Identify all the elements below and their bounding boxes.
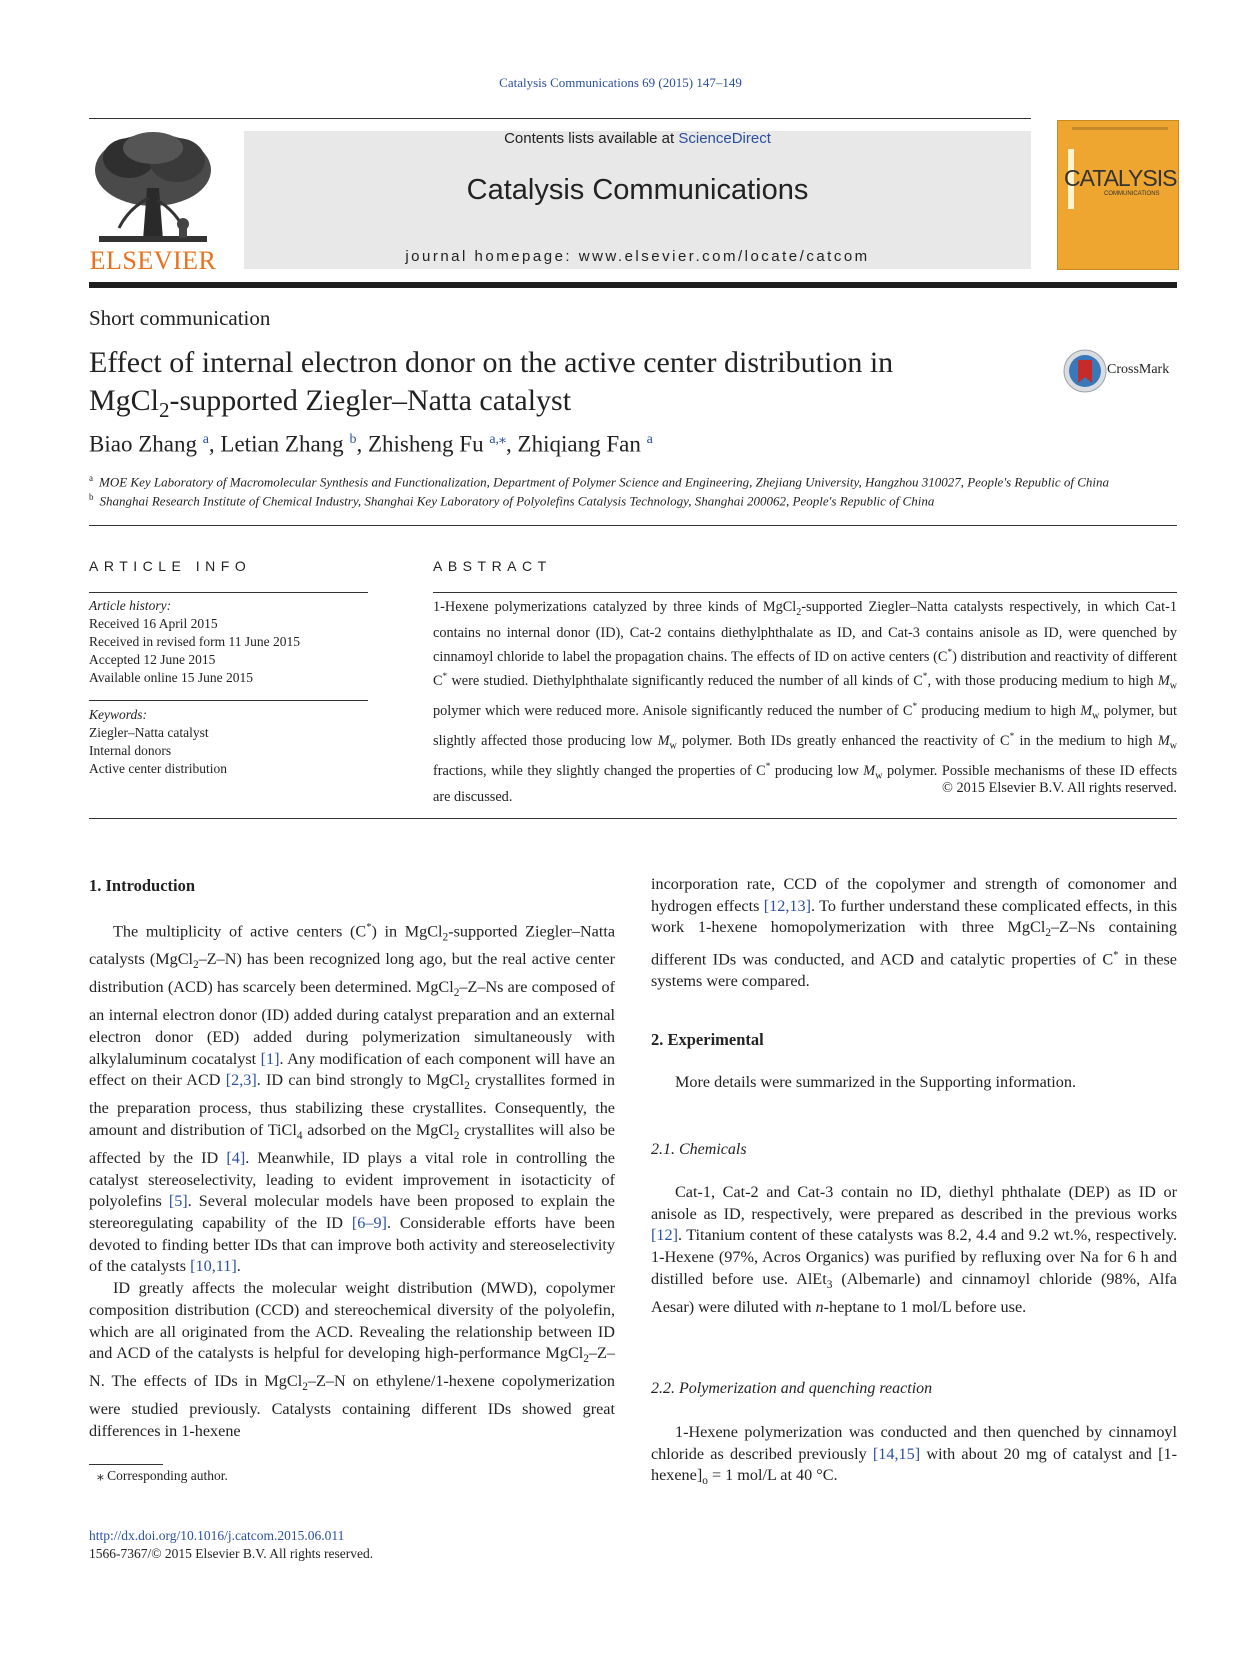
- keyword: Ziegler–Natta catalyst: [89, 725, 209, 740]
- reference-link[interactable]: [14,15]: [872, 1444, 921, 1463]
- experimental-body: More details were summarized in the Supporting information.: [675, 1073, 1076, 1091]
- polymerization-body: [651, 1422, 1177, 1493]
- history-item: Accepted 12 June 2015: [89, 652, 216, 667]
- article-info-heading: ARTICLE INFO: [89, 558, 252, 574]
- journal-cover-image: [1057, 120, 1179, 270]
- section-rule: [89, 818, 1177, 819]
- section-rule: [89, 525, 1177, 526]
- article-history: [89, 597, 369, 687]
- elsevier-logo: [89, 128, 217, 276]
- reference-link[interactable]: [6–9]: [351, 1214, 387, 1232]
- abstract-heading: ABSTRACT: [433, 558, 552, 574]
- cover-rule: [1072, 127, 1168, 130]
- subsection-heading-polymerization: 2.2. Polymerization and quenching reaction: [651, 1380, 933, 1397]
- paragraph: Cat-1, Cat-2 and Cat-3 contain no ID, diethyl phthalate (DEP) as ID or anisole as ID, respectively, were prepared as described in the previous works [12]. Titanium content of these catalysts was 8.2, 4.4 and 9.2 wt.%, respectively. 1-Hexene (97%, Acros Organics) was purified by refluxing over Na for 6 h and distilled before use. AlEt$_3$ (Albemarle) and cinnamoyl chloride (98%, Alfa Aesar) were diluted with n-heptane to 1 mol/L before use.: [651, 1183, 1177, 1316]
- keyword: Internal donors: [89, 743, 172, 758]
- reference-link[interactable]: [1]: [260, 1049, 280, 1068]
- author-aff-mark[interactable]: a,⁎: [489, 432, 507, 447]
- introduction-continued: [651, 874, 1177, 993]
- corresponding-author-footnote: ⁎ Corresponding author.: [97, 1468, 228, 1483]
- author[interactable]: Zhisheng Fu: [367, 431, 484, 457]
- affiliation-b: $^b$ Shanghai Research Institute of Chemical Industry, Shanghai Key Laboratory of Polyolefins Catalysis Technology, Shanghai 200062, People's Republic of China: [89, 492, 935, 509]
- contents-line: [244, 130, 1031, 147]
- keywords: [89, 706, 369, 778]
- info-rule: [89, 700, 368, 701]
- footnote-rule: [89, 1464, 163, 1465]
- crossmark-label: CrossMark: [1107, 362, 1170, 377]
- author-aff-mark[interactable]: b: [349, 432, 357, 447]
- chemicals-body: [651, 1182, 1177, 1318]
- sciencedirect-link[interactable]: ScienceDirect: [678, 130, 771, 147]
- header-rule: [89, 118, 1031, 119]
- title-line-1: Effect of internal electron donor on the active center distribution in: [89, 346, 894, 379]
- keyword: Active center distribution: [89, 761, 227, 776]
- history-item: Available online 15 June 2015: [89, 670, 253, 685]
- history-label: Article history:: [89, 598, 172, 613]
- abstract-copyright: © 2015 Elsevier B.V. All rights reserved.: [942, 780, 1177, 796]
- journal-homepage[interactable]: journal homepage: www.elsevier.com/locate/catcom: [405, 248, 870, 265]
- author-list: Biao Zhang $^a$, Letian Zhang $^b$, Zhisheng Fu $^{a,⁎}$, Zhiqiang Fan $^a$: [89, 431, 653, 457]
- issn-copyright: 1566-7367/© 2015 Elsevier B.V. All rights reserved.: [89, 1546, 374, 1561]
- info-rule: [89, 592, 368, 593]
- title-line-2: MgCl$_2$-supported Ziegler–Natta catalyst: [89, 384, 572, 422]
- keywords-label: Keywords:: [89, 707, 147, 722]
- journal-citation[interactable]: Catalysis Communications 69 (2015) 147–149: [499, 75, 742, 90]
- author[interactable]: Letian Zhang: [220, 431, 344, 457]
- section-heading-experimental: 2. Experimental: [651, 1030, 764, 1049]
- reference-link[interactable]: [12,13]: [763, 896, 811, 915]
- reference-link[interactable]: [5]: [168, 1192, 188, 1211]
- article-type: Short communication: [89, 306, 271, 330]
- paragraph: 1-Hexene polymerization was conducted and then quenched by cinnamoyl chloride as described previously [14,15] with about 20 mg of catalyst and $[1-hexene]_o = 1$ mol/L at 40 °C.: [651, 1423, 1177, 1488]
- reference-link[interactable]: [12]: [651, 1226, 678, 1245]
- author-aff-mark[interactable]: a: [646, 432, 653, 447]
- author[interactable]: Biao Zhang: [89, 431, 197, 457]
- author-aff-mark[interactable]: a: [202, 432, 209, 447]
- history-item: Received in revised form 11 June 2015: [89, 634, 300, 649]
- introduction-body: [89, 917, 615, 1443]
- article-title: [89, 344, 989, 429]
- subsection-heading-chemicals: 2.1. Chemicals: [651, 1141, 747, 1158]
- journal-title: Catalysis Communications: [466, 174, 809, 206]
- author[interactable]: Zhiqiang Fan: [517, 431, 641, 457]
- crossmark-icon: [1063, 349, 1107, 393]
- reference-link[interactable]: [4]: [226, 1148, 246, 1167]
- reference-link[interactable]: [10,11]: [190, 1257, 237, 1276]
- contents-prefix: Contents lists available at: [504, 130, 679, 147]
- affiliation-a: $^a$ MOE Key Laboratory of Macromolecular Synthesis and Functionalization, Department of Polymer Science and Engineering, Zhejiang University, Hangzhou 310027, People's Republic of China: [89, 473, 1110, 490]
- cover-title: CATALYSIS: [1064, 165, 1177, 191]
- cover-subtitle: COMMUNICATIONS: [1104, 191, 1160, 197]
- doi-link[interactable]: http://dx.doi.org/10.1016/j.catcom.2015.06.011: [89, 1528, 345, 1543]
- paragraph: The multiplicity of active centers (C*) in MgCl$_2$-supported Ziegler–Natta catalysts (MgCl$_2$–Z–N) has been recognized long ago, but the real active center distribution (ACD) has scarcely been determined. MgCl$_2$–Z–Ns are composed of an internal electron donor (ID) added during catalyst preparation and an external electron donor (ED) added during polymerization simultaneously with alkylaluminum cocatalyst [1]. Any modification of each component will have an effect on their ACD [2,3]. ID can bind strongly to MgCl$_2$ crystallites formed in the preparation process, thus stabilizing these crystallites. Consequently, the amount and distribution of TiCl$_4$ adsorbed on the MgCl$_2$ crystallites will also be affected by the ID [4]. Meanwhile, ID plays a vital role in controlling the catalyst stereoselectivity, leading to evident improvement in isotacticity of polyolefins [5]. Several molecular models have been proposed to explain the stereoregulating capability of the ID [6–9]. Considerable efforts have been devoted to finding better IDs that can improve both activity and stereoselectivity of the catalysts [10,11].: [89, 922, 616, 1276]
- paragraph: incorporation rate, CCD of the copolymer and strength of comonomer and hydrogen effects [12,13]. To further understand these complicated effects, in this work 1-hexene homopolymerization with three MgCl$_2$–Z–Ns containing different IDs was conducted, and ACD and catalytic properties of C* in these systems were compared.: [651, 875, 1177, 991]
- paragraph: ID greatly affects the molecular weight distribution (MWD), copolymer composition distribution (CCD) and stereochemical diversity of the polyolefin, which are all originated from the ACD. Revealing the relationship between ID and ACD of the catalysts is helpful for developing high-performance MgCl$_2$–Z–N. The effects of IDs in MgCl$_2$–Z–N on ethylene/1-hexene copolymerization were studied previously. Catalysts containing different IDs showed great differences in 1-hexene: [89, 1279, 615, 1440]
- abstract-rule: [433, 592, 1177, 593]
- crossmark-badge[interactable]: [1063, 349, 1183, 397]
- section-heading-introduction: 1. Introduction: [89, 876, 196, 895]
- abstract-text: 1-Hexene polymerizations catalyzed by three kinds of MgCl$_2$-supported Ziegler–Natta catalysts respectively, in which Cat-1 contains no internal donor (ID), Cat-2 contains diethylphthalate as ID, and Cat-3 contains anisole as ID, were quenched by cinnamoyl chloride to label the propagation chains. The effects of ID on active centers (C*) distribution and reactivity of different C* were studied. Diethylphthalate significantly reduced the number of all kinds of C*, with those producing medium to high $M_w$ polymer which were reduced more. Anisole significantly reduced the number of C* producing medium to high $M_w$ polymer, but slightly affected those producing low $M_w$ polymer. Both IDs greatly enhanced the reactivity of C* in the medium to high $M_w$ fractions, while they slightly changed the properties of C* producing low $M_w$ polymer. Possible mechanisms of these ID effects are discussed.: [433, 599, 1178, 805]
- header-thick-rule: [89, 282, 1177, 288]
- history-item: Received 16 April 2015: [89, 616, 218, 631]
- elsevier-wordmark: ELSEVIER: [89, 246, 217, 275]
- reference-link[interactable]: [2,3]: [225, 1071, 257, 1090]
